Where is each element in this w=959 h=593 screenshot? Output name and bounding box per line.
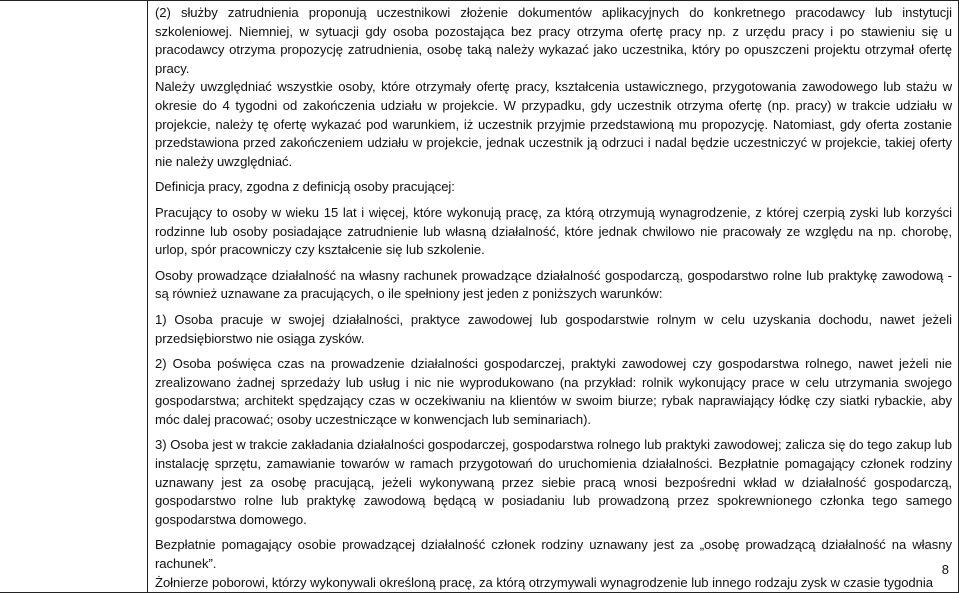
paragraph-conscripts: Żołnierze poborowi, którzy wykonywali określoną pracę, za którą otrzymywali wynagrodzenie lub innego rodzaju zysk w czasie tygodnia (155, 574, 933, 590)
content-text (148, 1, 958, 592)
paragraph-employed-definition: Pracujący to osoby w wieku 15 lat i więcej, które wykonują pracę, za którą otrzymują wynagrodzenie, z której czerpią zyski lub korzyści rodzinne lub osoby posiadające zatrudnienie lub własną działalność, które jednak chwilowo nie pracowały ze względu na np. chorobę, urlop, spór pracowniczy czy kształcenie się lub szkolenie. (155, 204, 952, 258)
paragraph-condition-1: 1) Osoba pracuje w swojej działalności, praktyce zawodowej lub gospodarstwie rolnym w celu uzyskania dochodu, nawet jeżeli przedsiębiorstwo nie osiąga zysków. (155, 311, 952, 346)
content-cell (148, 1, 959, 593)
page-number: 8 (941, 562, 949, 577)
paragraph-offer-proposal: (2) służby zatrudnienia proponują uczestnikowi złożenie dokumentów aplikacyjnych do konkretnego pracodawcy lub instytucji szkoleniowej. Niemniej, w sytuacji gdy osoba pozostająca bez pracy otrzyma ofertę pracy np. z urzędu pracy i po stawieniu się u pracodawcy otrzyma propozycję zatrudnienia, osobę taką należy wykazać jako uczestnika, który po opuszczeni projektu otrzymał ofertę pracy. (155, 5, 952, 76)
paragraph-family-helper: Bezpłatnie pomagający osobie prowadzącej działalność członek rodziny uznawany jest za „osobę prowadzącą działalność na własny rachunek”. (155, 537, 952, 572)
paragraph-condition-3: 3) Osoba jest w trakcie zakładania działalności gospodarczej, gospodarstwa rolnego lub praktyki zawodowej; zalicza się do tego zakup lub instalację sprzętu, zamawianie towarów w ramach przygotowań do uruchomienia działalności. Bezpłatnie pomagający członek rodziny uznawany jest za osobę pracującą, jeżeli wykonywaną przez siebie pracą wnosi bezpośredni wkład w działalność gospodarczą, gospodarstwo rolne lub praktykę zawodową będącą w posiadaniu lub prowadzoną przez spokrewnionego członka tego samego gospodarstwa domowego. (155, 437, 952, 527)
paragraph-self-employed: Osoby prowadzące działalność na własny rachunek prowadzące działalność gospodarczą, gospodarstwo rolne lub praktykę zawodową - są również uznawane za pracujących, o ile spełniony jest jeden z poniższych warunków: (155, 267, 952, 302)
paragraph-offer-rules: Należy uwzględniać wszystkie osoby, które otrzymały ofertę pracy, kształcenia ustawicznego, przygotowania zawodowego lub stażu w okresie do 4 tygodni od zakończenia udziału w projekcie. W przypadku, gdy uczestnik otrzyma ofertę (np. pracy) w trakcie udziału w projekcie, należy tę ofertę wykazać pod warunkiem, iż uczestnik przyjmie przedstawioną mu propozycję. Natomiast, gdy oferta zostanie przedstawiona przed zakończeniem udziału w projekcie, jednak uczestnik ją odrzuci i nadal będzie uczestniczyć w projekcie, takiej oferty nie należy uwzględniać. (155, 79, 952, 169)
paragraph-condition-2: 2) Osoba poświęca czas na prowadzenie działalności gospodarczej, praktyki zawodowej czy gospodarstwa rolnego, nawet jeżeli nie zrealizowano żadnej sprzedaży lub usług i nic nie wyprodukowano (na przykład: rolnik wykonujący prace w celu utrzymania swojego gospodarstwa; architekt spędzający czas w oczekiwaniu na klientów w swoim biurze; rybak naprawiający łódkę czy siatki rybackie, aby móc dalej pracować; osoby uczestniczące w konwencjach lub seminariach). (155, 356, 952, 427)
paragraph-definition-heading: Definicja pracy, zgodna z definicją osoby pracującej: (155, 179, 455, 195)
table-row (0, 1, 959, 593)
left-column-cell (0, 1, 148, 593)
